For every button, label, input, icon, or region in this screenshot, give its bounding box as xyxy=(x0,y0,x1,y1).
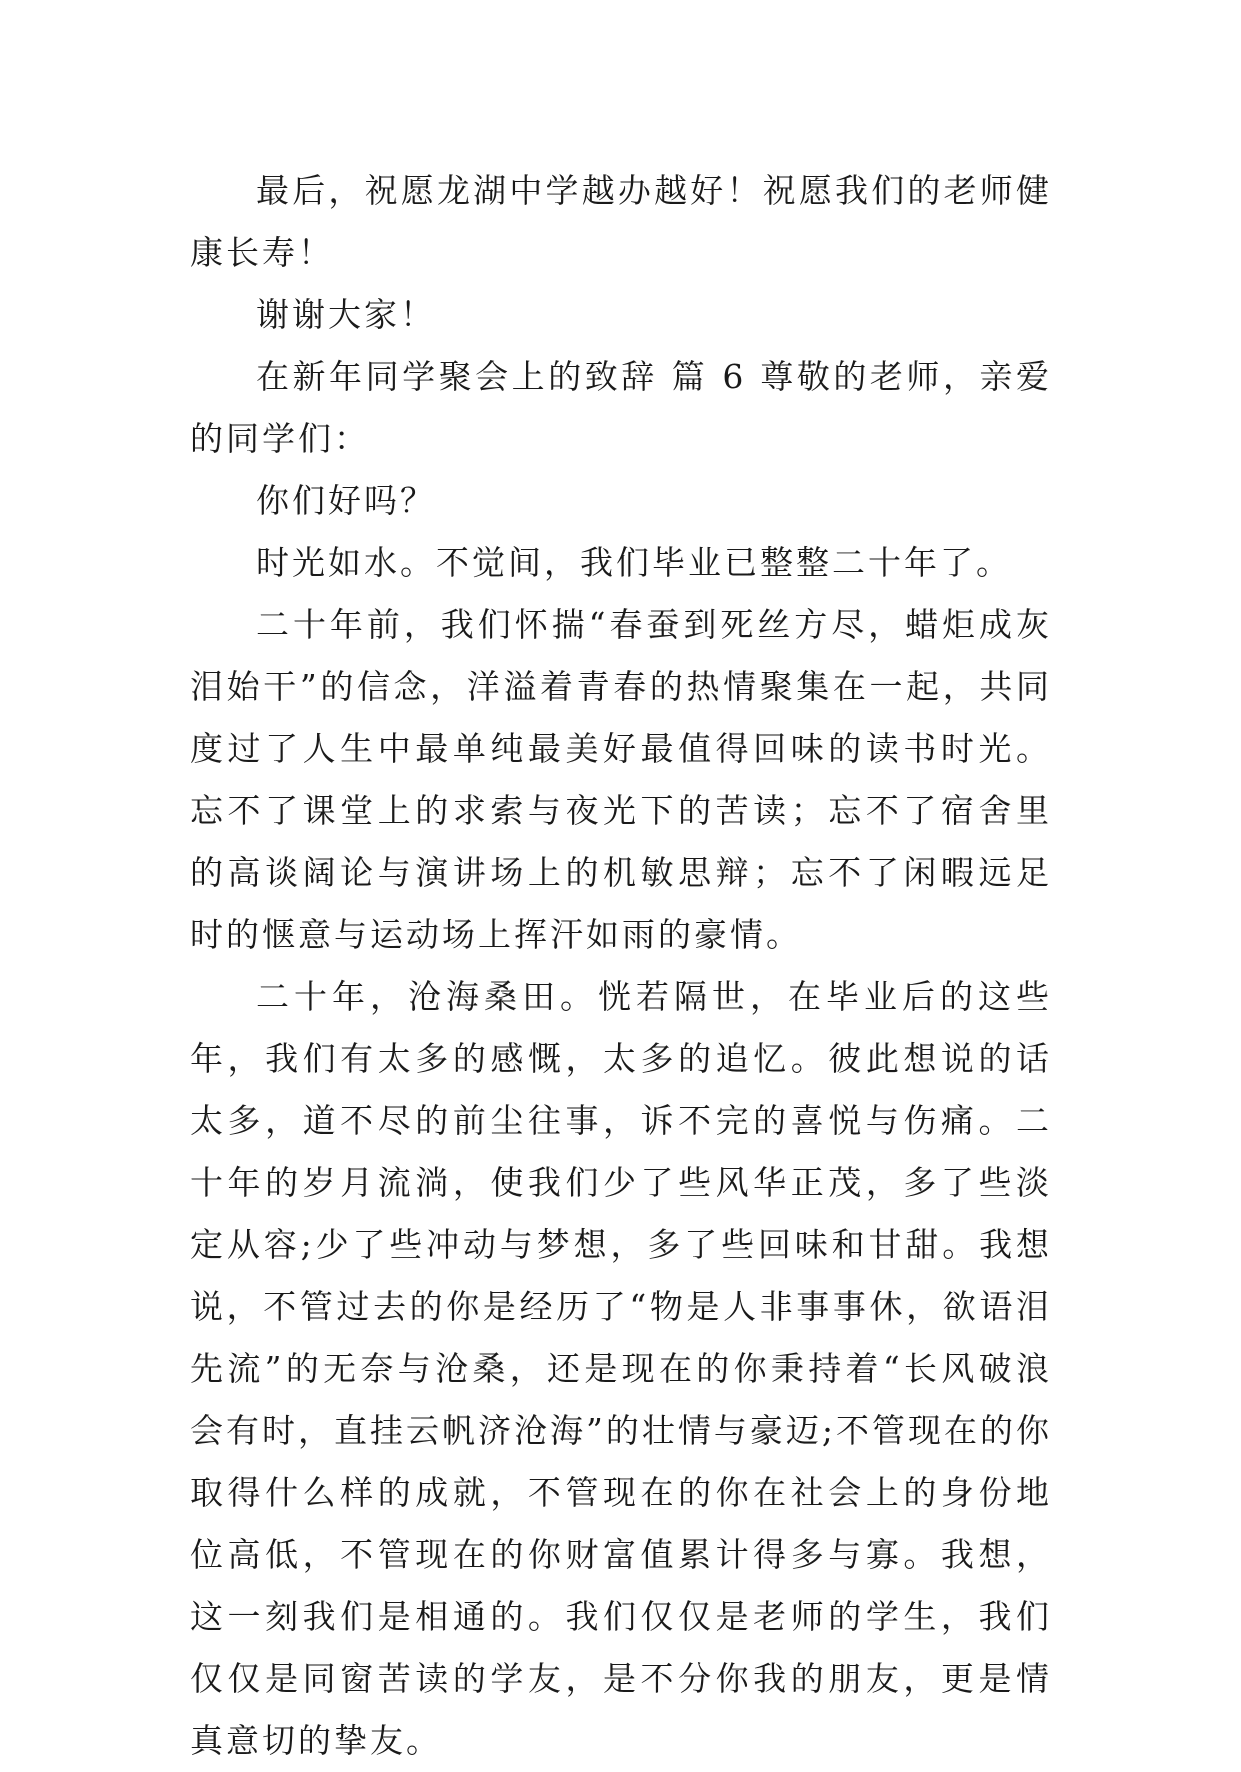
document-body xyxy=(190,160,1052,1772)
paragraph: 二十年，沧海桑田。恍若隔世，在毕业后的这些年，我们有太多的感慨，太多的追忆。彼此想说的话太多，道不尽的前尘往事，诉不完的喜悦与伤痛。二十年的岁月流淌，使我们少了些风华正茂，多了些淡定从容;少了些冲动与梦想，多了些回味和甘甜。我想说，不管过去的你是经历了“物是人非事事休，欲语泪先流”的无奈与沧桑，还是现在的你秉持着“长风破浪会有时，直挂云帆济沧海”的壮情与豪迈;不管现在的你取得什么样的成就，不管现在的你在社会上的身份地位高低，不管现在的你财富值累计得多与寡。我想，这一刻我们是相通的。我们仅仅是老师的学生，我们仅仅是同窗苦读的学友，是不分你我的朋友，更是情真意切的挚友。 xyxy=(190,977,1052,1760)
paragraph: 在新年同学聚会上的致辞 篇 6 尊敬的老师，亲爱的同学们： xyxy=(190,357,1052,458)
paragraph: 时光如水。不觉间，我们毕业已整整二十年了。 xyxy=(256,543,1012,582)
paragraph: 最后，祝愿龙湖中学越办越好！祝愿我们的老师健康长寿！ xyxy=(190,171,1052,272)
paragraph: 二十年前，我们怀揣“春蚕到死丝方尽，蜡炬成灰泪始干”的信念，洋溢着青春的热情聚集在一起，共同度过了人生中最单纯最美好最值得回味的读书时光。忘不了课堂上的求索与夜光下的苦读；忘不了宿舍里的高谈阔论与演讲场上的机敏思辩；忘不了闲暇远足时的惬意与运动场上挥汗如雨的豪情。 xyxy=(190,605,1052,954)
paragraph: 你们好吗？ xyxy=(256,481,436,520)
paragraph: 谢谢大家！ xyxy=(256,295,436,334)
